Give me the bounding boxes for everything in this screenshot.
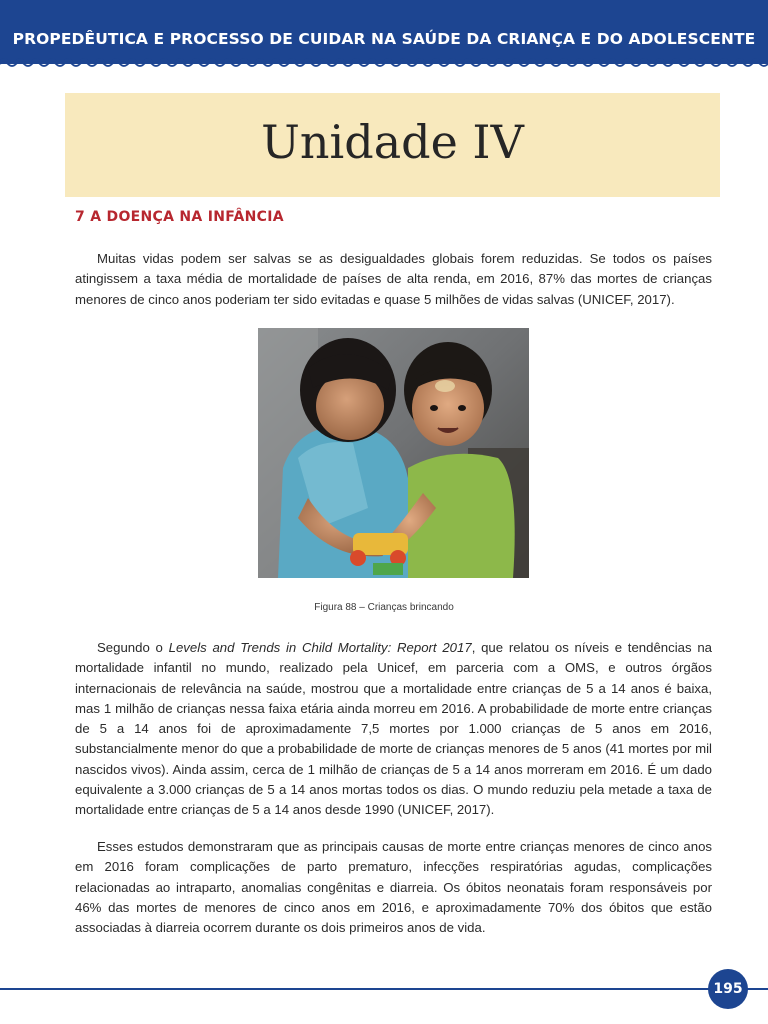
unit-title-box bbox=[65, 93, 720, 197]
unit-title: Unidade IV bbox=[261, 115, 524, 169]
figure-caption: Figura 88 – Crianças brincando bbox=[314, 602, 454, 613]
running-header-title: PROPEDÊUTICA E PROCESSO DE CUIDAR NA SAÚDE DA CRIANÇA E DO ADOLESCENTE bbox=[12, 30, 756, 48]
figure-photo-children-playing bbox=[258, 328, 529, 578]
children-photo-illustration bbox=[258, 328, 529, 578]
footer-rule bbox=[0, 988, 768, 990]
paragraph-2-body: , que relatou os níveis e tendências na mortalidade infantil no mundo, realizado pela Unicef, em parceria com a OMS, e outros órgãos internacionais de relevância na saúde, mostrou que a mortalidade entre crianças de 5 a 14 anos é baixa, mas 1 milhão de crianças nessa faixa etária ainda morreu em 2016. A probabilidade de morte entre crianças de 5 a 14 anos foi de aproximadamente 7,5 mortes por 1.000 crianças de 5 anos em 2016, substancialmente menor do que a probabilidade de morte de crianças menores de 5 anos (41 mortes por mil nascidos vivos). Ainda assim, cerca de 1 milhão de crianças de 5 a 14 anos morreram em 2016. É um dado equivalente a 3.000 crianças de 5 a 14 anos mortas todos os dias. O mundo reduziu pela metade a taxa de mortalidade entre crianças de 5 a 14 anos desde 1990 (UNICEF, 2017). bbox=[75, 640, 712, 818]
paragraph-2-report-title: Levels and Trends in Child Mortality: Report 2017 bbox=[168, 640, 472, 655]
page-number: 195 bbox=[713, 981, 743, 997]
header-wave-divider bbox=[0, 54, 768, 68]
paragraph-3: Esses estudos demonstraram que as principais causas de morte entre crianças menores de cinco anos em 2016 foram complicações de parto prematuro, infecções respiratórias agudas, complicações relacionadas ao intraparto, anomalias congênitas e diarreia. Os óbitos neonatais foram responsáveis por 46% das mortes de menores de cinco anos em 2016, e aproximadamente 70% dos óbitos que estão associadas à diarreia ocorrem durante os dois primeiros anos de vida. bbox=[75, 839, 712, 936]
paragraph-1: Muitas vidas podem ser salvas se as desigualdades globais forem reduzidas. Se todos os países atingissem a taxa média de mortalidade de países de alta renda, em 2016, 87% das mortes de crianças menores de cinco anos poderiam ter sido evitadas e quase 5 milhões de vidas salvas (UNICEF, 2017). bbox=[75, 251, 712, 307]
paragraph-2-lead: Segundo o bbox=[97, 640, 169, 655]
section-heading: 7 A DOENÇA NA INFÂNCIA bbox=[75, 209, 284, 225]
page-number-badge bbox=[708, 969, 748, 1009]
paragraph-2 bbox=[75, 638, 712, 821]
